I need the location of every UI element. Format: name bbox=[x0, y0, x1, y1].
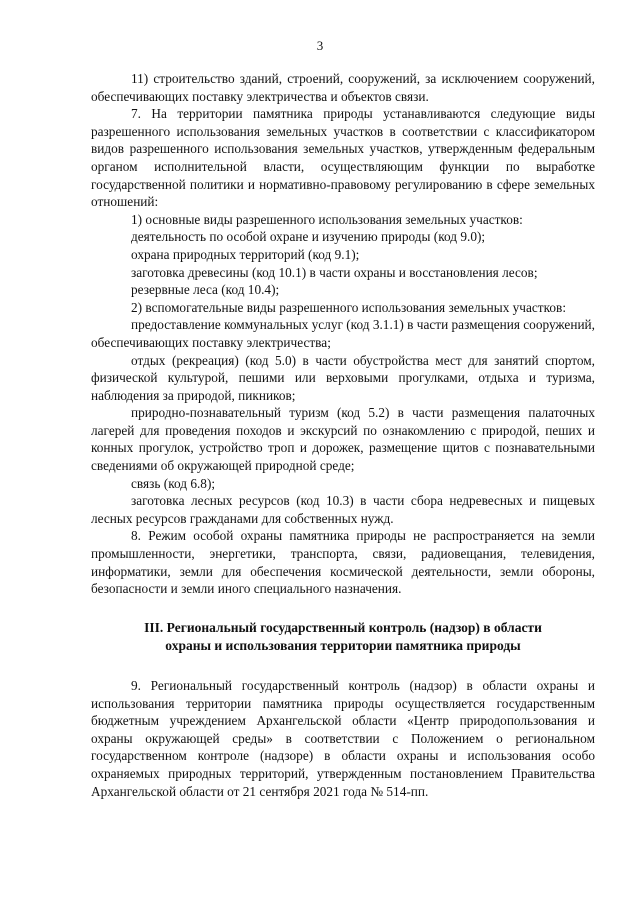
paragraph-item-11: 11) строительство зданий, строений, сооружений, за исключением сооружений, обеспечивающих поставку электричества и объектов связи. bbox=[91, 71, 595, 104]
list-item: природно-познавательный туризм (код 5.2) в части размещения палаточных лагерей для проведения походов и экскурсий по ознакомлению с природой, пеших и конных прогулок, устройство троп и дорожек, размещение щитов с познавательными сведениями об окружающей природной среде; bbox=[91, 405, 595, 474]
list-item: деятельность по особой охране и изучению природы (код 9.0); bbox=[131, 229, 486, 245]
list-item: заготовка древесины (код 10.1) в части охраны и восстановления лесов; bbox=[131, 264, 538, 280]
list-heading-auxiliary-uses: 2) вспомогательные виды разрешенного использования земельных участков: bbox=[131, 299, 567, 315]
list-item: предоставление коммунальных услуг (код 3.1.1) в части размещения сооружений, обеспечивающих поставку электричества; bbox=[91, 317, 595, 350]
section-heading bbox=[91, 619, 595, 655]
paragraph-7: 7. На территории памятника природы устанавливаются следующие виды разрешенного использования земельных участков в соответствии с классификатором видов разрешенного использования земельных участков, утвержденным федеральным органом исполнительной власти, осуществляющим функции по выработке государственной политики и нормативно-правовому регулированию в сфере земельных отношений: bbox=[91, 106, 595, 210]
list-item: связь (код 6.8); bbox=[131, 475, 216, 491]
list-heading-main-uses: 1) основные виды разрешенного использования земельных участков: bbox=[131, 211, 523, 227]
list-item: охрана природных территорий (код 9.1); bbox=[131, 246, 360, 262]
list-item: резервные леса (код 10.4); bbox=[131, 282, 280, 298]
list-item: отдых (рекреация) (код 5.0) в части обустройства мест для занятий спортом, физической культурой, пешими или верховыми прогулками, отдыха и туризма, наблюдения за природой, пикников; bbox=[91, 352, 595, 403]
document-body bbox=[91, 70, 595, 800]
section-heading-line-1: III. Региональный государственный контроль (надзор) в области bbox=[144, 620, 542, 636]
paragraph-9: 9. Региональный государственный контроль (надзор) в области охраны и использования территории памятника природы осуществляется государственным бюджетным учреждением Архангельской области «Центр природопользования и охраны окружающей среды» в соответствии с Положением о региональном государственном контроле (надзоре) в области охраны и использования особо охраняемых природных территорий, утвержденным постановлением Правительства Архангельской области от 21 сентября 2021 года № 514-пп. bbox=[91, 678, 595, 799]
list-item: заготовка лесных ресурсов (код 10.3) в части сбора недревесных и пищевых лесных ресурсов гражданами для собственных нужд. bbox=[91, 493, 595, 526]
section-heading-line-2: охраны и использования территории памятника природы bbox=[165, 638, 521, 654]
page-number: 3 bbox=[316, 38, 324, 53]
paragraph-8: 8. Режим особой охраны памятника природы не распространяется на земли промышленности, энергетики, транспорта, связи, радиовещания, телевидения, информатики, земли для обеспечения космической деятельности, земли обороны, безопасности и земли иного специального назначения. bbox=[91, 528, 595, 597]
